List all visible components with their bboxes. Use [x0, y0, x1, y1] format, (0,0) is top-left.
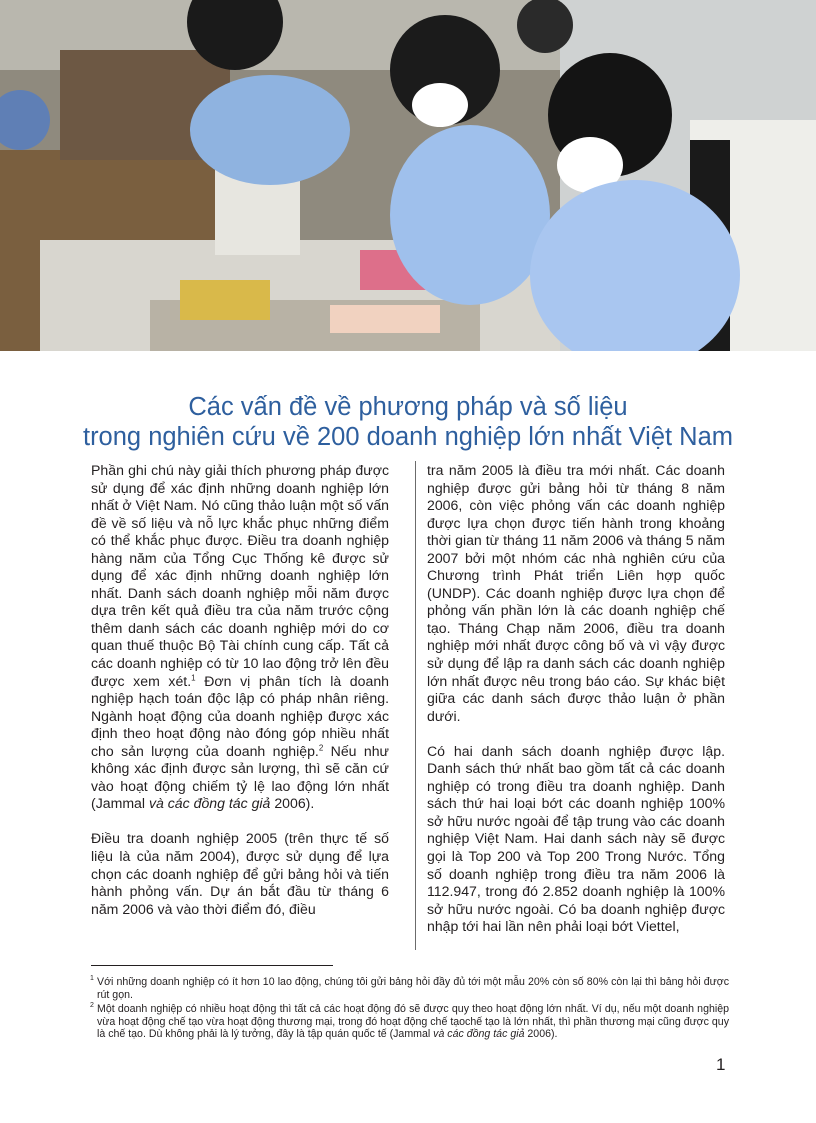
footnote-text: 2006).: [524, 1028, 558, 1041]
footnote-ref: 2: [318, 743, 324, 753]
factory-workers-photo: [0, 0, 816, 351]
photo-illustration: [0, 0, 816, 351]
paragraph: [91, 462, 389, 813]
title-line-1: Các vấn đề về phương pháp và số liệu: [188, 393, 628, 421]
paragraph-text: Phần ghi chú này giải thích phương pháp được sử dụng để xác định những doanh nghiệp lớn nhất ở Việt Nam. Nó cũng thảo luận một số vấn đề về số liệu và nỗ lực khắc phục những điểm có thể khắc phục được. Điều tra doanh nghiệp hàng năm của Tổng Cục Thống kê được sử dụng để xác định những doanh nghiệp lớn nhất. Danh sách doanh nghiệp mỗi năm được dựa trên kết quả điều tra của năm trước cộng thêm danh sách các doanh nghiệp mới do cơ quan thuế thuộc Bộ Tài chính cung cấp. Tất cả các doanh nghiệp có từ 10 lao động trở lên đều được xem xét.: [91, 462, 389, 689]
footnote-rule: [91, 965, 333, 966]
paragraph-italic: và các đồng tác giả: [148, 795, 271, 812]
paragraph-text: 2006).: [270, 795, 315, 812]
paragraph: tra năm 2005 là điều tra mới nhất. Các doanh nghiệp được gửi bảng hỏi từ tháng 8 năm 2006, còn việc phỏng vấn các doanh nghiệp được lựa chọn được tiến hành trong khoảng thời gian từ tháng 11 năm 2006 và tháng 5 năm 2007 bởi một nhóm các nhà nghiên cứu của Chương trình Phát triển Liên hợp quốc (UNDP). Các doanh nghiệp được lựa chọn để phỏng vấn phần lớn là các doanh nghiệp chế tạo. Tháng Chạp năm 2006, điều tra doanh nghiệp mới nhất được công bố và vì vậy được sử dụng để lập ra danh sách các doanh nghiệp lớn nhất được nêu trong báo cáo. Sự khác biệt giữa các danh sách được thảo luận ở phần dưới.: [427, 462, 725, 724]
footnote-ref: 1: [191, 672, 196, 682]
footnote-italic: và các đồng tác giả: [433, 1028, 525, 1041]
page-number: 1: [716, 1055, 726, 1074]
footnote-text: Với những doanh nghiệp có ít hơn 10 lao động, chúng tôi gửi bảng hỏi đầy đủ tới một mẫu 20% còn số 80% còn lại thì bảng hỏi được rút gọn.: [97, 976, 729, 1001]
footnotes: [91, 976, 729, 1043]
left-column: [91, 462, 389, 918]
paragraph: Điều tra doanh nghiệp 2005 (trên thực tế số liệu là của năm 2004), được sử dụng để lựa chọn các doanh nghiệp để gửi bảng hỏi và tiến hành phỏng vấn. Dự án bắt đầu từ tháng 6 năm 2006 và vào thời điểm đó, điều: [91, 830, 389, 917]
right-column: [427, 462, 725, 936]
footnote-2: 2 Một doanh nghiệp có nhiều hoạt động thì tất cả các hoạt động đó sẽ được quy theo hoạt động lớn nhất. Ví dụ, nếu một doanh nghiệp vừa hoạt động chế tạo vừa hoạt động thương mại, trong đó hoạt động chế tạochế tạo là lớn nhất, thì phần thương mại cũng được quy là chế tạo. Dù không phải là lý tưởng, đây là tập quán quốc tế (Jammal và các đồng tác giả 2006).: [90, 1002, 729, 1041]
paragraph: Có hai danh sách doanh nghiệp được lập. Danh sách thứ nhất bao gồm tất cả các doanh nghiệp có trong điều tra doanh nghiệp. Danh sách thứ hai loại bớt các doanh nghiệp 100% sở hữu nước ngoài để tập trung vào các doanh nghiệp Việt Nam. Hai danh sách này sẽ được gọi là Top 200 và Top 200 Trong Nước. Tổng số doanh nghiệp trong điều tra năm 2006 là 112.947, trong đó 2.852 doanh nghiệp là 100% sở hữu nước ngoài. Có ba doanh nghiệp được nhập tới hai lần nên phải loại bớt Viettel,: [427, 742, 725, 935]
footnote-text: Một doanh nghiệp có nhiều hoạt động thì tất cả các hoạt động đó sẽ được quy theo hoạt động lớn nhất. Ví dụ, nếu một doanh nghiệp vừa hoạt động chế tạo vừa hoạt động thương mại, trong đó hoạt động chế tạochế tạo là lớn nhất, thì phần thương mại cũng được quy là chế tạo. Dù không phải là lý tưởng, đây là tập quán quốc tế (Jammal: [97, 1003, 729, 1041]
page-title: [40, 392, 776, 452]
footnote-1: 1 Với những doanh nghiệp có ít hơn 10 lao động, chúng tôi gửi bảng hỏi đầy đủ tới một mẫu 20% còn số 80% còn lại thì bảng hỏi được rút gọn.: [90, 975, 729, 1001]
paragraph-text: Đơn vị phân tích là doanh nghiệp hạch toán độc lập có pháp nhân riêng. Ngành hoạt động của doanh nghiệp được xác định theo hoạt động nào đóng góp nhiều nhất cho sản lượng của doanh nghiệp.: [91, 672, 389, 759]
title-line-2: trong nghiên cứu về 200 doanh nghiệp lớn nhất Việt Nam: [82, 423, 734, 451]
paragraph-text: Nếu như không xác định được sản lượng, thì sẽ căn cứ vào hoạt động chiếm tỷ lệ lao động lớn nhất (Jammal: [91, 742, 389, 812]
column-divider: [415, 461, 416, 950]
